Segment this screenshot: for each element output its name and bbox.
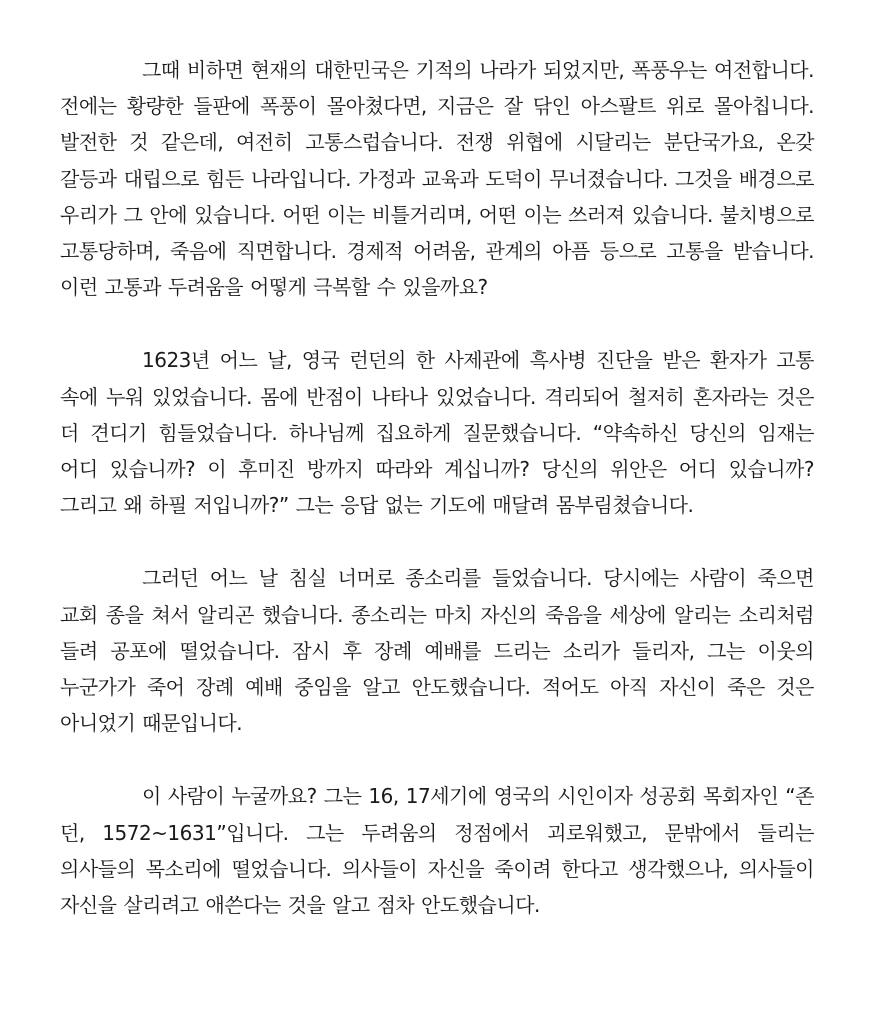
- document-page: [60, 52, 814, 923]
- paragraph-3: 그러던 어느 날 침실 너머로 종소리를 들었습니다. 당시에는 사람이 죽으면 교회 종을 쳐서 알리곤 했습니다. 종소리는 마치 자신의 죽음을 세상에 알리는 소리처럼 들려 공포에 떨었습니다. 잠시 후 장례 예배를 드리는 소리가 들리자, 그는 이웃의 누군가가 죽어 장례 예배 중임을 알고 안도했습니다. 적어도 아직 자신이 죽은 것은 아니었기 때문입니다.: [60, 566, 814, 736]
- paragraph-1: 그때 비하면 현재의 대한민국은 기적의 나라가 되었지만, 폭풍우는 여전합니다. 전에는 황량한 들판에 폭풍이 몰아쳤다면, 지금은 잘 닦인 아스팔트 위로 몰아칩니다. 발전한 것 같은데, 여전히 고통스럽습니다. 전쟁 위협에 시달리는 분단국가요, 온갖 갈등과 대립으로 힘든 나라입니다. 가정과 교육과 도덕이 무너졌습니다. 그것을 배경으로 우리가 그 안에 있습니다. 어떤 이는 비틀거리며, 어떤 이는 쓰러져 있습니다. 불치병으로 고통당하며, 죽음에 직면합니다. 경제적 어려움, 관계의 아픔 등으로 고통을 받습니다. 이런 고통과 두려움을 어떻게 극복할 수 있을까요?: [60, 58, 814, 300]
- paragraph-2: 1623년 어느 날, 영국 런던의 한 사제관에 흑사병 진단을 받은 환자가 고통 속에 누워 있었습니다. 몸에 반점이 나타나 있었습니다. 격리되어 철저히 혼자라는 것은 더 견디기 힘들었습니다. 하나님께 집요하게 질문했습니다. “약속하신 당신의 임재는 어디 있습니까? 이 후미진 방까지 따라와 계십니까? 당신의 위안은 어디 있습니까? 그리고 왜 하필 저입니까?” 그는 응답 없는 기도에 매달려 몸부림쳤습니다.: [60, 348, 814, 518]
- paragraph-4: 이 사람이 누굴까요? 그는 16, 17세기에 영국의 시인이자 성공회 목회자인 “존 던, 1572~1631”입니다. 그는 두려움의 정점에서 괴로워했고, 문밖에서 들리는 의사들의 목소리에 떨었습니다. 의사들이 자신을 죽이려 한다고 생각했으나, 의사들이 자신을 살리려고 애쓴다는 것을 알고 점차 안도했습니다.: [60, 784, 814, 918]
